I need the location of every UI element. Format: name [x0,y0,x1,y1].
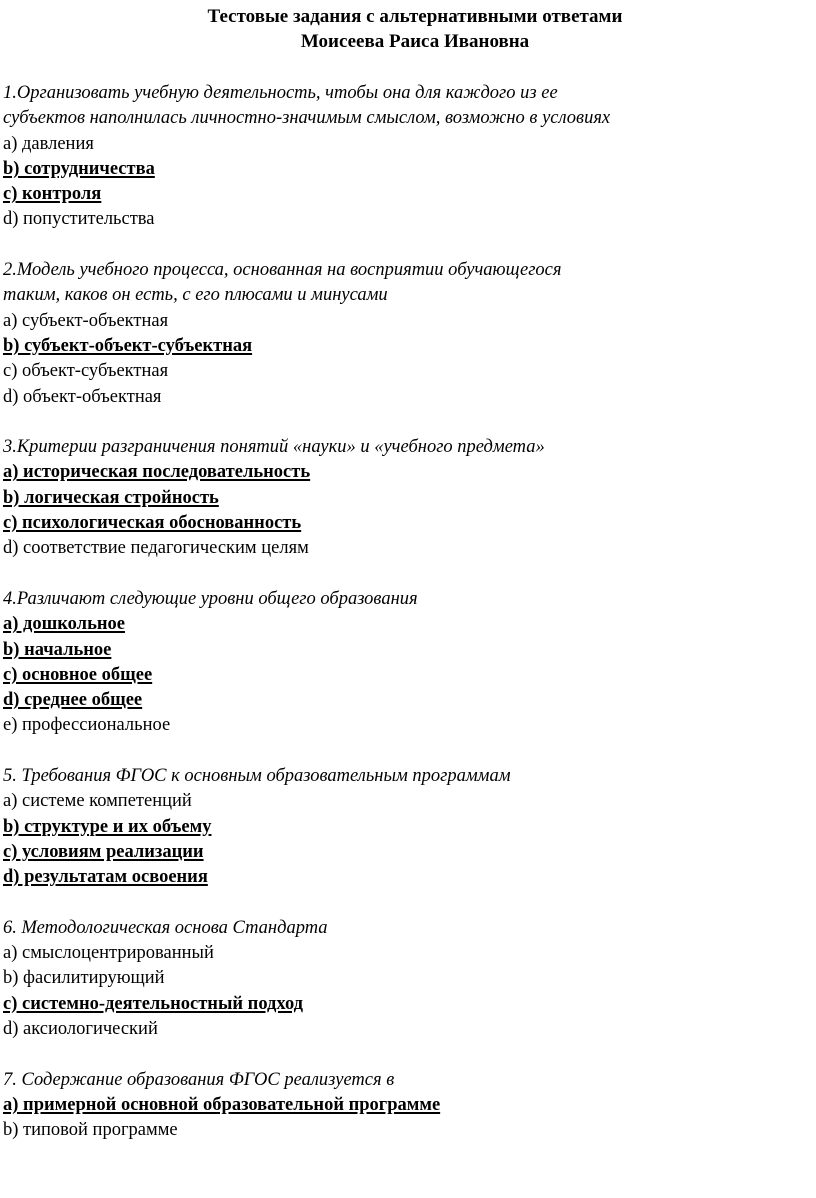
question-block [3,587,806,739]
question-text [3,1068,806,1093]
question-text-line: таким, каков он есть, с его плюсами и минусами [3,285,388,306]
question-block [3,435,806,561]
answer-option-correct: b) субъект-объект-субъектная [3,335,253,356]
question-text [3,435,806,460]
question-block [3,916,806,1042]
answer-option-correct: a) примерной основной образовательной программе [3,1094,441,1115]
questions-list [3,81,806,1169]
answer-option-correct: a) историческая последовательность [3,462,311,483]
answer-option-correct: b) структуре и их объему [3,816,212,837]
answer-option: d) объект-объектная [3,386,162,407]
question-text-line: 5. Требования ФГОС к основным образовательным программам [3,766,511,787]
answer-option-correct: d) среднее общее [3,690,143,711]
question-block [3,764,806,890]
question-text [3,587,806,612]
answer-option-correct: c) психологическая обоснованность [3,513,302,534]
question-text [3,81,806,132]
answer-option-correct: c) основное общее [3,664,153,685]
answer-option: b) фасилитирующий [3,968,165,989]
question-text [3,764,806,789]
question-text [3,916,806,941]
answer-option-correct: b) логическая стройность [3,487,219,508]
answer-option-correct: c) условиям реализации [3,841,204,862]
author-name: Моисеева Раиса Ивановна [300,31,530,52]
answer-option: a) давления [3,133,94,154]
question-block [3,1068,806,1144]
question-text-line: 7. Содержание образования ФГОС реализуется в [3,1069,395,1090]
answer-option-correct: c) контроля [3,184,102,205]
answer-option-correct: b) сотрудничества [3,158,155,179]
document-header [0,0,816,54]
answer-option-correct: d) результатам освоения [3,867,208,888]
question-text-line: субъектов наполнилась личностно-значимым смыслом, возможно в условиях [3,108,611,129]
answer-option: b) типовой программе [3,1120,178,1141]
answer-option: d) попустительства [3,209,155,230]
question-block [3,81,806,233]
answer-option-correct: a) дошкольное [3,614,125,635]
answer-option-correct: c) системно-деятельностный подход [3,993,304,1014]
answer-option: e) профессиональное [3,715,171,736]
answer-option: a) смыслоцентрированный [3,943,214,964]
question-text-line: 6. Методологическая основа Стандарта [3,917,328,938]
answer-option: a) субъект-объектная [3,310,169,331]
answer-option: a) системе компетенций [3,791,192,812]
question-text-line: 4.Различают следующие уровни общего образования [3,588,418,609]
answer-option-correct: b) начальное [3,639,112,660]
answer-option: d) аксиологический [3,1018,158,1039]
answer-option: d) соответствие педагогическим целям [3,538,309,559]
question-text-line: 2.Модель учебного процесса, основанная на восприятии обучающегося [3,260,562,281]
document-title: Тестовые задания с альтернативными ответами [207,6,623,27]
question-text-line: 1.Организовать учебную деятельность, чтобы она для каждого из ее [3,83,558,103]
question-text [3,258,806,309]
question-text-line: 3.Критерии разграничения понятий «науки» и «учебного предмета» [3,437,545,458]
answer-option: c) объект-субъектная [3,361,169,382]
question-block [3,258,806,410]
